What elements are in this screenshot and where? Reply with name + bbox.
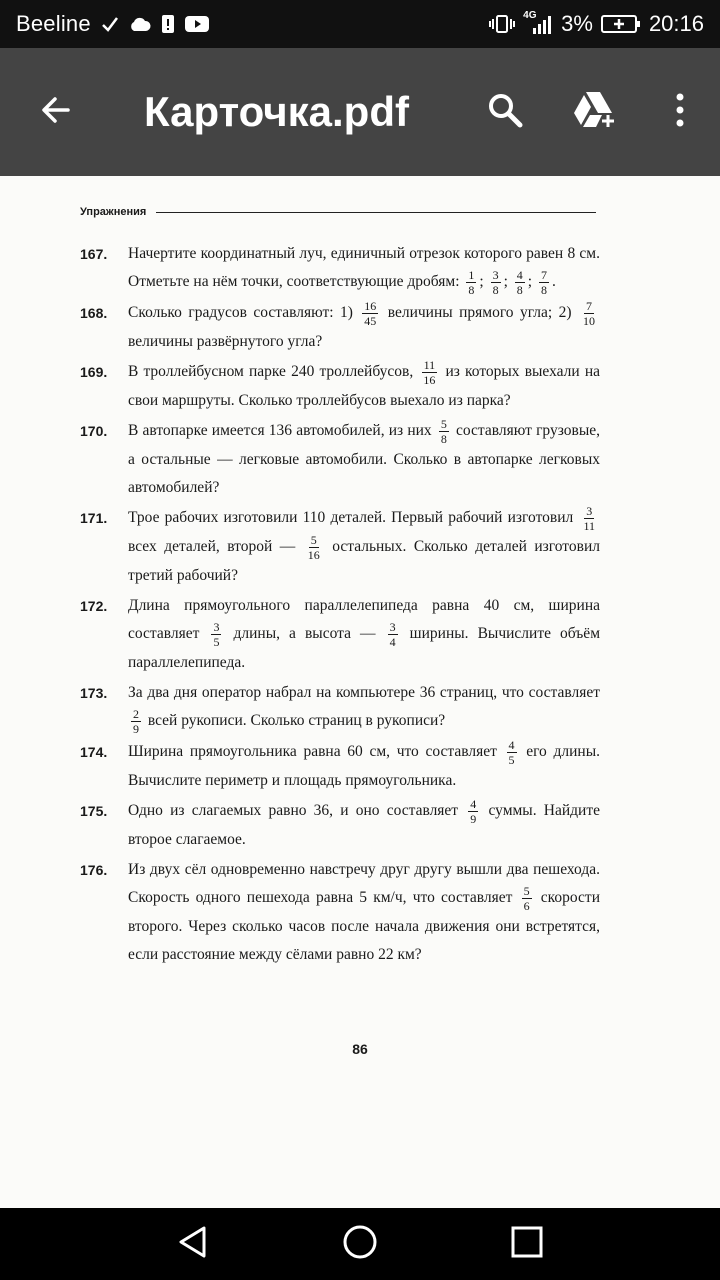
exercise-text-segment: из которых выехали на свои маршруты. Сколько троллейбусов выехало из парка?	[128, 363, 600, 409]
exercise-text-segment: Одно из слагаемых равно 36, и оно составляет	[128, 802, 466, 820]
add-to-drive-button[interactable]	[550, 48, 640, 176]
exercise-text-segment: Длина прямоугольного параллелепипеда равна 40 см, ширина составляет	[128, 597, 600, 643]
page-number: 86	[352, 1041, 368, 1057]
exercise-number: 169.	[80, 364, 108, 380]
exercise-item	[80, 299, 600, 356]
youtube-icon	[185, 15, 209, 33]
exercise-number: 174.	[80, 744, 108, 760]
square-recents-icon	[511, 1226, 543, 1263]
exercise-text-segment: скорости второго. Через сколько часов после начала движения они встретятся, если расстояние между сёлами равно 22 км?	[128, 889, 600, 963]
navigation-bar	[0, 1208, 720, 1280]
fraction-denominator: 8	[540, 283, 547, 297]
exercise-number: 171.	[80, 510, 108, 526]
fraction-numerator: 16	[364, 299, 377, 313]
nav-recents-button[interactable]	[487, 1208, 567, 1280]
exercise-text	[128, 592, 600, 677]
exercise-text-segment: величины прямого угла; 2)	[381, 304, 578, 322]
fraction	[439, 417, 449, 446]
more-options-button[interactable]	[640, 48, 720, 176]
fraction-numerator: 7	[586, 299, 592, 313]
checkmark-icon	[101, 15, 119, 33]
fraction-numerator: 4	[516, 268, 523, 282]
exercise-text-segment: составляют грузовые, а остальные — легковые автомобили. Сколько в автопарке легковых автомобилей?	[128, 422, 600, 496]
nav-back-button[interactable]	[153, 1208, 233, 1280]
exercise-text-segment: ;	[503, 273, 512, 291]
exercise-number: 167.	[80, 246, 108, 262]
exercise-text-segment: Начертите координатный луч, единичный отрезок которого равен 8 см. Отметьте на нём точки, соответствующие дробям:	[128, 245, 600, 291]
exercise-text	[128, 738, 600, 795]
exercise-text-segment: Сколько градусов составляют: 1)	[128, 304, 360, 322]
exercise-text-segment: Трое рабочих изготовили 110 деталей. Первый рабочий изготовил	[128, 509, 579, 527]
fraction	[581, 299, 597, 328]
exercise-text-segment: ширины. Вычислите объём параллелепипеда.	[128, 625, 600, 671]
exercise-item	[80, 504, 600, 590]
battery-charging-icon	[601, 14, 641, 34]
exercise-text-segment: Ширина прямоугольника равна 60 см, что составляет	[128, 743, 504, 761]
section-title: Упражнения	[80, 206, 147, 218]
exercise-text-segment: .	[551, 273, 556, 291]
exercise-item	[80, 679, 600, 736]
signal-icon	[523, 10, 553, 34]
exercise-text-segment: остальных. Сколько деталей изготовил третий рабочий?	[128, 538, 600, 584]
fraction-denominator: 5	[508, 753, 515, 767]
pdf-page[interactable]	[0, 176, 720, 1208]
fraction-denominator: 11	[583, 519, 595, 533]
clock: 20:16	[648, 11, 704, 36]
back-button[interactable]	[0, 48, 112, 176]
exercise-list	[80, 240, 600, 971]
fraction	[491, 268, 501, 297]
exercise-text-segment: величины развёрнутого угла?	[128, 333, 323, 350]
fraction	[388, 620, 398, 649]
exercise-text	[128, 504, 600, 590]
fraction-denominator: 45	[364, 314, 377, 328]
exercise-text-segment: его длины. Вычислите периметр и площадь прямоугольника.	[128, 743, 600, 789]
exercise-number: 172.	[80, 598, 108, 614]
back-arrow-icon	[38, 92, 74, 133]
exercise-item	[80, 417, 600, 502]
fraction-numerator: 3	[492, 268, 499, 282]
exercise-text-segment: суммы. Найдите второе слагаемое.	[128, 802, 600, 848]
fraction	[362, 299, 378, 328]
search-icon	[485, 90, 525, 135]
fraction-numerator: 4	[508, 738, 515, 752]
section-divider	[156, 212, 596, 213]
status-bar	[0, 0, 720, 48]
exercise-item	[80, 738, 600, 795]
carrier-name: Beeline	[16, 11, 91, 36]
fraction-denominator: 16	[307, 548, 320, 562]
exercise-text-segment: ;	[527, 273, 536, 291]
exercise-number: 168.	[80, 305, 108, 321]
triangle-back-icon	[176, 1225, 210, 1264]
nav-home-button[interactable]	[320, 1208, 400, 1280]
app-bar	[0, 48, 720, 176]
exercise-item	[80, 856, 600, 969]
fraction	[581, 504, 597, 533]
exercise-number: 173.	[80, 685, 108, 701]
fraction-denominator: 8	[440, 432, 447, 446]
fraction-denominator: 5	[213, 635, 220, 649]
fraction	[468, 797, 478, 826]
network-type: 4G	[523, 10, 537, 21]
sim-alert-icon	[161, 14, 175, 34]
document-title: Карточка.pdf	[144, 88, 409, 135]
section-header	[80, 206, 596, 218]
fraction-denominator: 10	[583, 314, 595, 328]
fraction-denominator: 8	[468, 283, 475, 297]
exercise-number: 175.	[80, 803, 108, 819]
exercise-text-segment: ;	[479, 273, 488, 291]
fraction-denominator: 8	[492, 283, 499, 297]
circle-home-icon	[342, 1224, 378, 1265]
fraction-numerator: 3	[213, 620, 220, 634]
fraction-numerator: 3	[586, 504, 593, 518]
fraction-numerator: 5	[440, 417, 447, 431]
fraction-denominator: 9	[470, 812, 477, 826]
exercise-item	[80, 358, 600, 415]
cloud-icon	[129, 16, 151, 32]
fraction	[522, 884, 532, 913]
exercise-text-segment: всех деталей, второй —	[128, 538, 303, 556]
more-vert-icon	[674, 92, 686, 133]
exercise-text-segment: Из двух сёл одновременно навстречу друг другу вышли два пешехода. Скорость одного пешехода равна 5 км/ч, что составляет	[128, 861, 600, 907]
search-button[interactable]	[460, 48, 550, 176]
fraction-numerator: 1	[468, 268, 475, 282]
fraction	[515, 268, 525, 297]
fraction	[507, 738, 517, 767]
fraction	[539, 268, 549, 297]
exercise-text	[128, 856, 600, 969]
exercise-text-segment: В троллейбусном парке 240 троллейбусов,	[128, 363, 419, 381]
fraction-numerator: 7	[540, 268, 547, 282]
exercise-number: 176.	[80, 862, 108, 878]
fraction	[211, 620, 221, 649]
fraction-denominator: 4	[389, 635, 396, 649]
drive-add-icon	[572, 90, 618, 135]
fraction-numerator: 5	[523, 884, 530, 898]
fraction-numerator: 4	[470, 797, 477, 811]
exercise-item	[80, 240, 600, 297]
exercise-text-segment: В автопарке имеется 136 автомобилей, из них	[128, 422, 436, 440]
vibrate-icon	[489, 14, 515, 34]
fraction	[131, 707, 141, 736]
fraction	[466, 268, 476, 297]
exercise-text	[128, 299, 600, 356]
fraction	[306, 533, 322, 562]
exercise-text	[128, 358, 600, 415]
exercise-item	[80, 592, 600, 677]
fraction	[421, 358, 437, 387]
exercise-text	[128, 240, 600, 297]
exercise-text-segment: всей рукописи. Сколько страниц в рукописи?	[144, 712, 446, 730]
fraction-denominator: 16	[423, 373, 436, 387]
exercise-text	[128, 797, 600, 854]
fraction-numerator: 2	[133, 707, 139, 721]
fraction-numerator: 11	[423, 358, 436, 372]
fraction-denominator: 8	[516, 283, 523, 297]
fraction-denominator: 9	[133, 722, 139, 736]
exercise-text-segment: длины, а высота —	[224, 625, 385, 643]
fraction-numerator: 5	[310, 533, 317, 547]
fraction-numerator: 3	[389, 620, 396, 634]
battery-percent: 3%	[561, 11, 593, 36]
exercise-item	[80, 797, 600, 854]
exercise-text	[128, 679, 600, 736]
exercise-text	[128, 417, 600, 502]
exercise-number: 170.	[80, 423, 108, 439]
exercise-text-segment: За два дня оператор набрал на компьютере 36 страниц, что составляет	[128, 684, 600, 701]
fraction-denominator: 6	[523, 899, 530, 913]
